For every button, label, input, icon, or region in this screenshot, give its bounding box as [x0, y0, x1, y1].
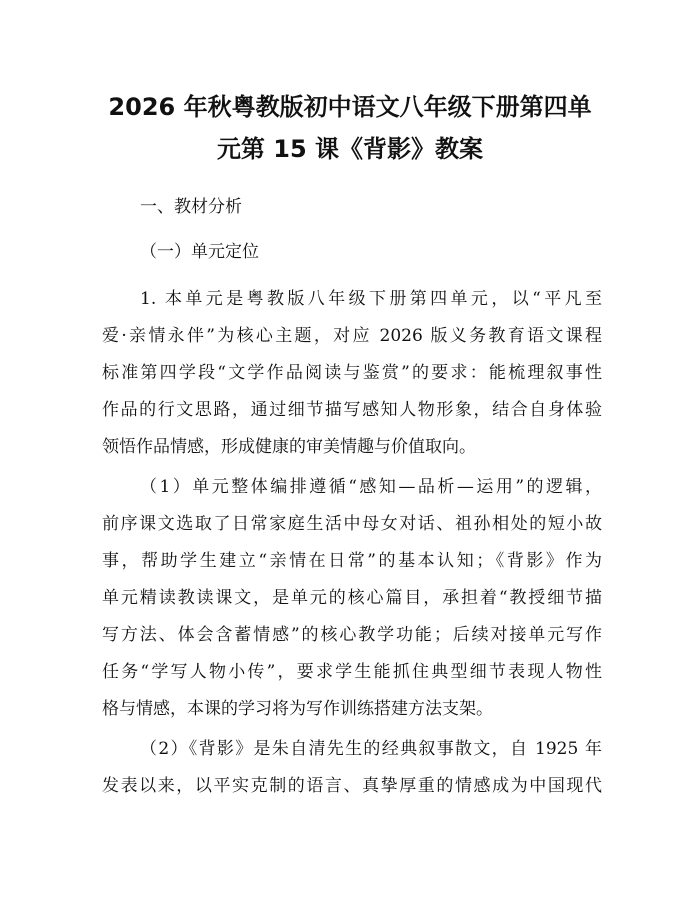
- paragraph-line: 标准第四学段“文学作品阅读与鉴赏”的要求：能梳理叙事性: [102, 363, 602, 383]
- paragraph-line: 前序课文选取了日常家庭生活中母女对话、祖孙相处的短小故: [102, 514, 602, 534]
- paragraph-2: [102, 469, 602, 728]
- section-heading: 一、教材分析: [140, 197, 242, 217]
- paragraph-line: 格与情感，本课的学习将为写作训练搭建方法支架。: [102, 699, 493, 719]
- subsection-heading: （一）单元定位: [140, 242, 259, 262]
- paragraph-line: 领悟作品情感，形成健康的审美情趣与价值取向。: [102, 437, 476, 457]
- paragraph-line: 爱·亲情永伴”为核心主题，对应 2026 版义务教育语文课程: [102, 326, 602, 346]
- paragraph-line: 1. 本单元是粤教版八年级下册第四单元，以“平凡至: [140, 289, 602, 309]
- paragraph-line: 单元精读教读课文，是单元的核心篇目，承担着“教授细节描: [102, 588, 602, 608]
- paragraph-line: （2）《背影》是朱自清先生的经典叙事散文，自 1925 年: [140, 739, 602, 759]
- paragraph-line: 写方法、体会含蓄情感”的核心教学功能；后续对接单元写作: [102, 625, 602, 645]
- paragraph-line: 发表以来，以平实克制的语言、真挚厚重的情感成为中国现代: [102, 776, 602, 796]
- paragraph-line: 事，帮助学生建立“亲情在日常”的基本认知；《背影》作为: [102, 551, 602, 571]
- document-title-line-1: 2026 年秋粤教版初中语文八年级下册第四单: [108, 93, 592, 121]
- paragraph-1: [102, 281, 602, 466]
- paragraph-line: 作品的行文思路，通过细节描写感知人物形象，结合自身体验: [102, 400, 602, 420]
- document-title-line-2: 元第 15 课《背影》教案: [216, 135, 484, 163]
- paragraph-3: [102, 731, 602, 805]
- paragraph-line: （1）单元整体编排遵循“感知—品析—运用”的逻辑，: [140, 477, 602, 497]
- paragraph-line: 任务“学写人物小传”，要求学生能抓住典型细节表现人物性: [102, 662, 602, 682]
